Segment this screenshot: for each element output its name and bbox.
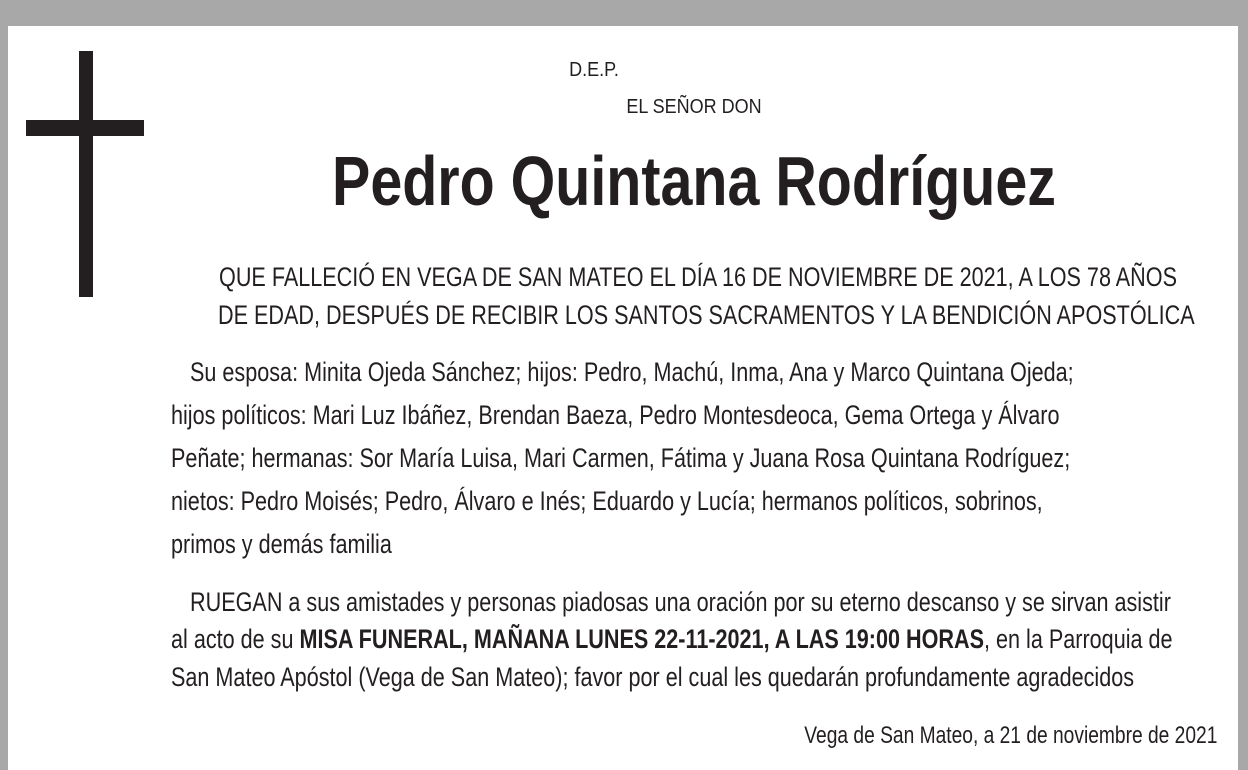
family-line-3: Peñate; hermanas: Sor María Luisa, Mari Carmen, Fátima y Juana Rosa Quintana Rodríguez; [171, 443, 1071, 473]
funeral-mass-details: MISA FUNERAL, MAÑANA LUNES 22-11-2021, A LAS 19:00 HORAS [299, 624, 985, 654]
family-line-5: primos y demás familia [171, 529, 392, 559]
obituary-notice [8, 26, 1238, 770]
family-line-1: Su esposa: Minita Ojeda Sánchez; hijos: Pedro, Machú, Inma, Ana y Marco Quintana Ojeda; [190, 357, 1074, 387]
cross-horizontal-bar [26, 120, 144, 136]
request-text-before: al acto de su [171, 624, 300, 654]
dep-heading: D.E.P. [569, 59, 619, 81]
deceased-name: Pedro Quintana Rodríguez [332, 142, 1056, 220]
death-statement-line-1: QUE FALLECIÓ EN VEGA DE SAN MATEO EL DÍA 16 DE NOVIEMBRE DE 2021, A LOS 78 AÑOS [219, 262, 1177, 292]
family-line-2: hijos políticos: Mari Luz Ibáñez, Brendan Baeza, Pedro Montesdeoca, Gema Ortega y Álvaro [171, 400, 1060, 430]
honorific-heading: EL SEÑOR DON [626, 96, 762, 118]
family-line-4: nietos: Pedro Moisés; Pedro, Álvaro e Inés; Eduardo y Lucía; hermanos políticos, sobrinos, [171, 486, 1043, 516]
request-line-1: RUEGAN a sus amistades y personas piadosas una oración por su eterno descanso y se sirvan asistir [190, 587, 1171, 617]
request-line-2 [171, 624, 1173, 655]
death-statement-line-2: DE EDAD, DESPUÉS DE RECIBIR LOS SANTOS SACRAMENTOS Y LA BENDICIÓN APOSTÓLICA [218, 300, 1195, 330]
place-and-date: Vega de San Mateo, a 21 de noviembre de 2021 [803, 722, 1217, 749]
cross-vertical-bar [79, 51, 93, 297]
request-line-3: San Mateo Apóstol (Vega de San Mateo); favor por el cual les quedarán profundamente agradecidos [171, 662, 1135, 692]
request-text-after: , en la Parroquia de [984, 624, 1173, 654]
